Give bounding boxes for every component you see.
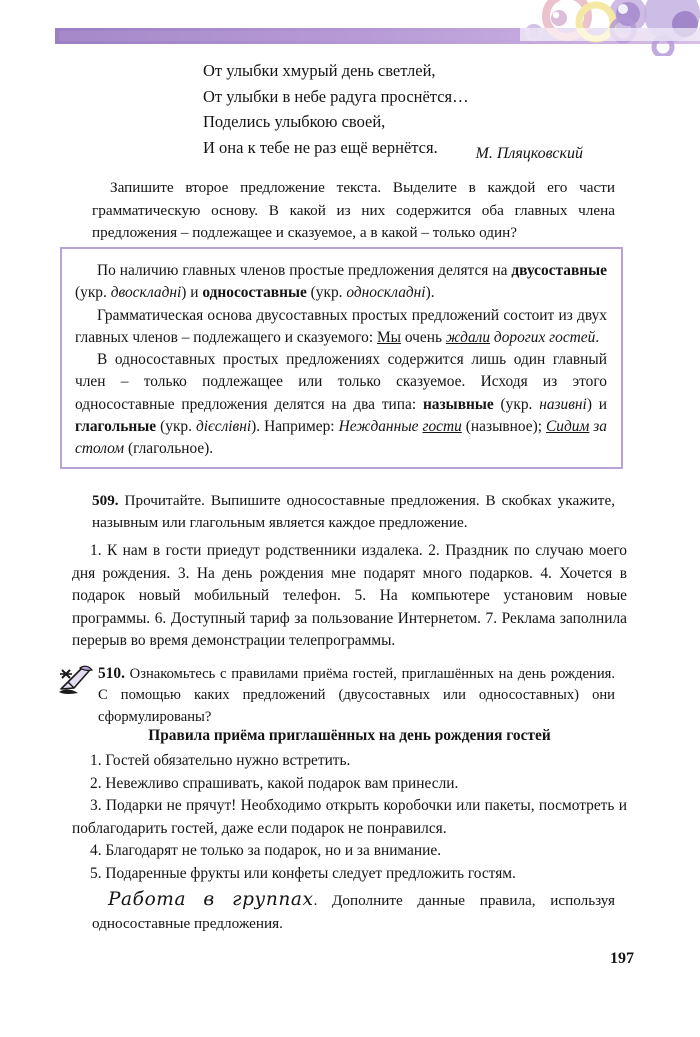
rules-list (72, 750, 627, 886)
task-intro-paragraph: Запишите второе предложение текста. Выделите в каждой его части грамматическую основу. В какой из них содержится оба главных члена предложения – подлежащее и сказуемое, а в какой – только один? (92, 179, 615, 241)
rule-paragraph-1: По наличию главных членов простые предложения делятся на двусоставные (укр. двоскладні) и односоставные (укр. односкладні). (75, 262, 607, 302)
poem-line: От улыбки хмурый день светлей, (203, 61, 436, 80)
theory-rule-box (60, 247, 623, 469)
rule-paragraph-2: Грамматическая основа двусоставных простых предложений состоит из двух главных членов – подлежащего и сказуемого: Мы очень ждали дорогих гостей. (75, 306, 607, 346)
exercise-510-number: 510. (98, 665, 125, 682)
exercise-509-sentences: 1. К нам в гости приедут родственники издалека. 2. Праздник по случаю моего дня рождения. 3. На день рождения мне подарят много подарков. 4. Хочется в подарок новый мобильный телефон. 5. На компьютере установим новые программы. 6. Доступный тариф за пользование Интернетом. 7. Реклама заполнила перерыв во время демонстрации телепрограммы. (72, 542, 627, 650)
rules-list-item: 1. Гостей обязательно нужно встретить. (90, 752, 351, 769)
rules-title: Правила приёма приглашённых на день рождения гостей (148, 727, 551, 744)
page-number: 197 (610, 950, 634, 967)
poem-line: И она к тебе не раз ещё вернётся. (203, 137, 438, 157)
group-work-label: Работа в группах (108, 889, 314, 910)
exercise-509-number: 509. (92, 492, 119, 509)
poem-line: От улыбки в небе радуга проснётся… (203, 86, 469, 106)
exercise-510-heading (98, 663, 615, 728)
rules-list-item: 5. Подаренные фрукты или конфеты следует предложить гостям. (90, 864, 516, 882)
rules-list-item: 3. Подарки не прячут! Необходимо открыть коробочки или пакеты, посмотреть и поблагодарить гостей, даже если подарок не понравился. (72, 797, 627, 837)
quill-pen-icon (56, 664, 96, 698)
rules-list-item: 4. Благодарят не только за подарок, но и за внимание. (90, 842, 442, 860)
rule-paragraph-3: В односоставных простых предложениях содержится лишь один главный член – только подлежащее или только сказуемое. Исходя из этого односоставные предложения делятся на два типа: назывные (укр. називні) и глагольные (укр. дієслівні). Например: Нежданные гости (назывное); Сидим за столом (глагольное). (75, 351, 608, 458)
exercise-510-instruction: Ознакомьтесь с правилами приёма гостей, приглашённых на день рождения. С помощью каких предложений (двусоставных или односоставных) они сформулированы? (98, 666, 615, 725)
group-work-text: . Дополните данные правила, используя односоставные предложения. (92, 892, 616, 932)
exercise-509-heading (92, 490, 615, 535)
rules-list-item: 2. Невежливо спрашивать, какой подарок вам принесли. (90, 774, 459, 792)
poem-line: Поделись улыбкою своей, (203, 112, 386, 131)
exercise-509-instruction: Прочитайте. Выпишите односоставные предложения. В скобках укажите, назывным или глагольным является каждое предложение. (92, 492, 615, 532)
poem-author: М. Пляцковский (475, 145, 583, 162)
group-work-paragraph (92, 888, 615, 935)
